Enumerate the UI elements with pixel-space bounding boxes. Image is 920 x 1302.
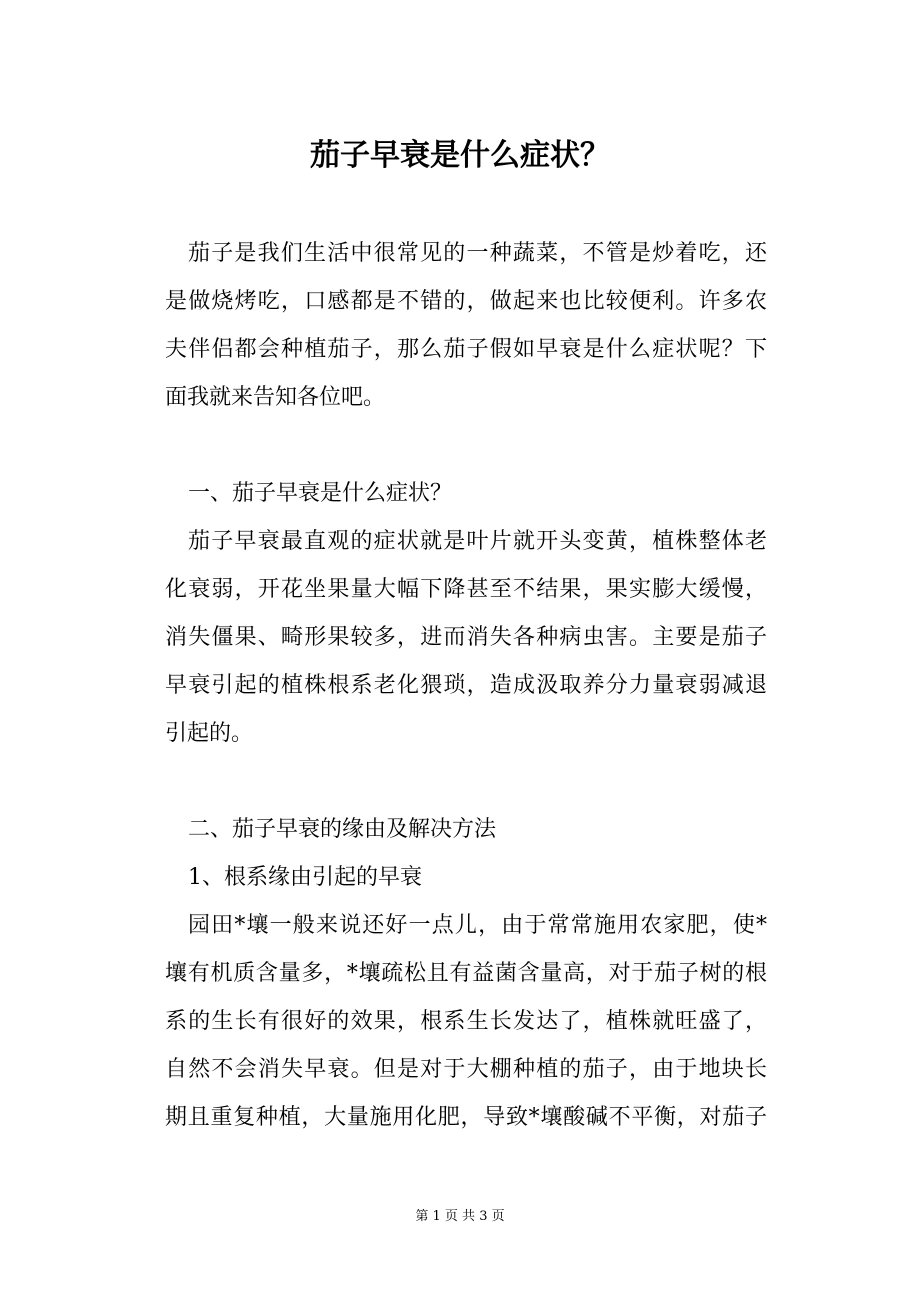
section-2-line: 自然不会消失早衰。但是对于大棚种植的茄子，由于地块长 <box>165 1057 767 1082</box>
section-2-subheading: 1、根系缘由引起的早衰 <box>188 865 422 890</box>
page-title: 茄子早衰是什么症状？ <box>310 138 610 173</box>
section-1-heading: 一、茄子早衰是什么症状？ <box>188 481 453 506</box>
section-1-line: 早衰引起的植株根系老化猥琐，造成汲取养分力量衰弱减退 <box>165 673 767 698</box>
section-1-line: 化衰弱，开花坐果量大幅下降甚至不结果，果实膨大缓慢， <box>165 577 767 602</box>
section-2-heading: 二、茄子早衰的缘由及解决方法 <box>188 817 497 842</box>
intro-line: 茄子是我们生活中很常见的一种蔬菜，不管是炒着吃，还 <box>188 241 767 266</box>
intro-line: 面我就来告知各位吧。 <box>165 385 386 410</box>
section-2-line: 系的生长有很好的效果，根系生长发达了，植株就旺盛了， <box>165 1009 767 1034</box>
section-2-line: 期且重复种植，大量施用化肥，导致*壤酸碱不平衡，对茄子 <box>165 1105 767 1130</box>
section-1-line: 消失僵果、畸形果较多，进而消失各种病虫害。主要是茄子 <box>165 625 767 650</box>
intro-line: 夫伴侣都会种植茄子，那么茄子假如早衰是什么症状呢？下 <box>165 337 767 362</box>
section-2-line: 园田*壤一般来说还好一点儿，由于常常施用农家肥，使* <box>188 913 767 938</box>
intro-line: 是做烧烤吃，口感都是不错的，做起来也比较便利。许多农 <box>165 289 767 314</box>
section-1-line: 引起的。 <box>165 721 254 746</box>
page-number-footer: 第 1 页 共 3 页 <box>415 1209 505 1224</box>
section-1-line: 茄子早衰最直观的症状就是叶片就开头变黄，植株整体老 <box>188 529 767 554</box>
section-2-line: 壤有机质含量多，*壤疏松且有益菌含量高，对于茄子树的根 <box>165 961 767 986</box>
